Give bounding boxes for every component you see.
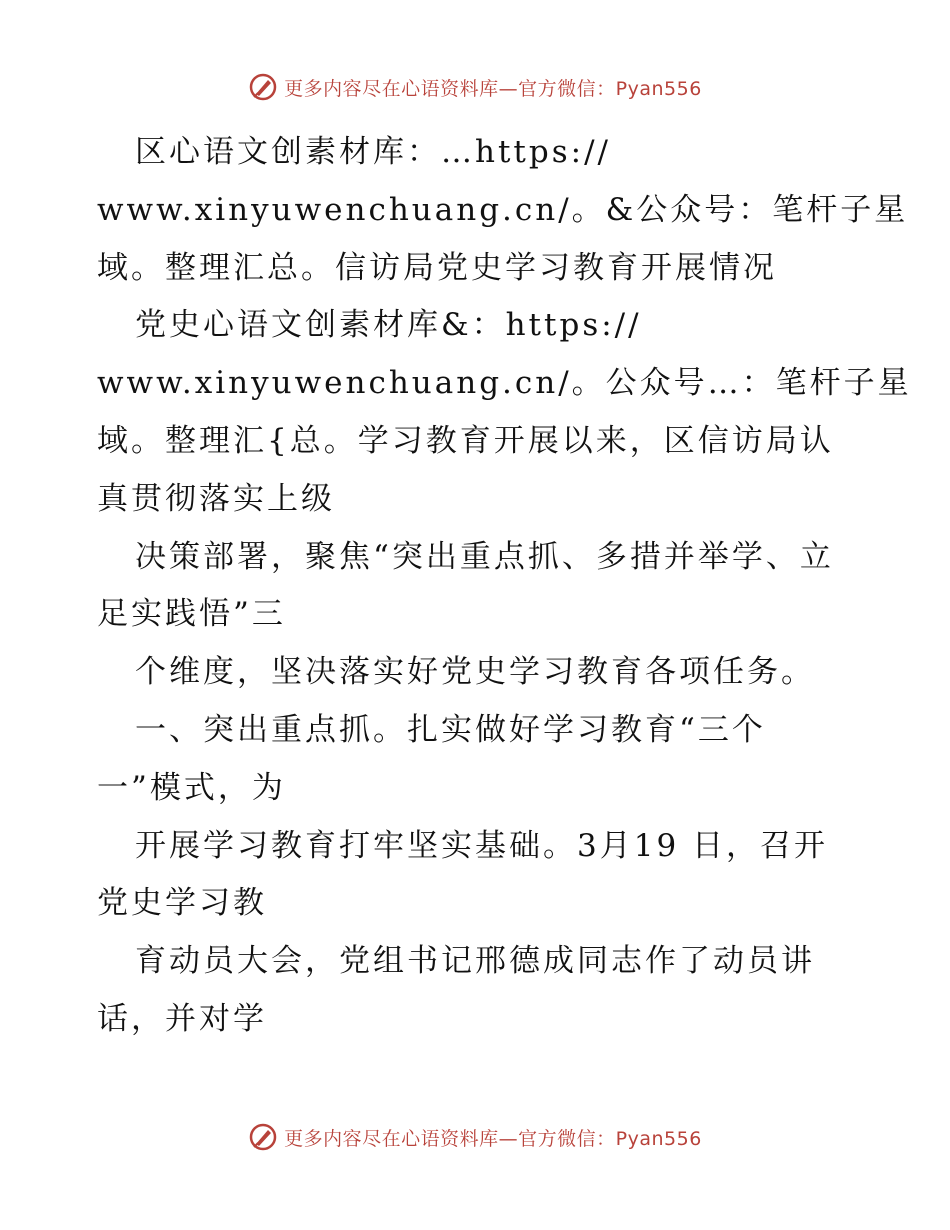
text-line: 话，并对学 bbox=[97, 1000, 267, 1037]
text-line: 域。整理汇总。信访局党史学习教育开展情况 bbox=[97, 249, 777, 286]
text-line: 一、突出重点抓。扎实做好学习教育“三个 bbox=[135, 711, 766, 748]
quill-seal-icon bbox=[248, 72, 278, 102]
text-line: 党史学习教 bbox=[97, 885, 267, 922]
text-line: 党史心语文创素材库&：https:// bbox=[135, 307, 642, 344]
footer-banner bbox=[0, 1122, 950, 1152]
text-line: www.xinyuwenchuang.cn/。公众号…：笔杆子星 bbox=[97, 365, 912, 402]
text-line: 开展学习教育打牢坚实基础。3月19 日，召开 bbox=[135, 827, 829, 864]
text-line: 个维度，坚决落实好党史学习教育各项任务。 bbox=[135, 654, 815, 691]
text-line: 区心语文创素材库：…https:// bbox=[135, 134, 611, 170]
quill-seal-icon bbox=[248, 1122, 278, 1152]
document-body bbox=[97, 124, 912, 1049]
text-line: 足实践悟”三 bbox=[97, 596, 286, 633]
text-line: 决策部署，聚焦“突出重点抓、多措并举学、立 bbox=[135, 538, 834, 575]
text-line: 一”模式，为 bbox=[97, 769, 286, 806]
text-line: 育动员大会，党组书记邢德成同志作了动员讲 bbox=[135, 943, 815, 980]
banner-text: 更多内容尽在心语资料库—官方微信：Pyan556 bbox=[284, 1127, 702, 1150]
header-banner bbox=[0, 72, 950, 102]
text-line: 域。整理汇{总。学习教育开展以来，区信访局认 bbox=[97, 422, 834, 459]
text-line: www.xinyuwenchuang.cn/。&公众号：笔杆子星 bbox=[97, 191, 909, 228]
text-line: 真贯彻落实上级 bbox=[97, 480, 335, 517]
banner-text: 更多内容尽在心语资料库—官方微信：Pyan556 bbox=[284, 77, 702, 100]
